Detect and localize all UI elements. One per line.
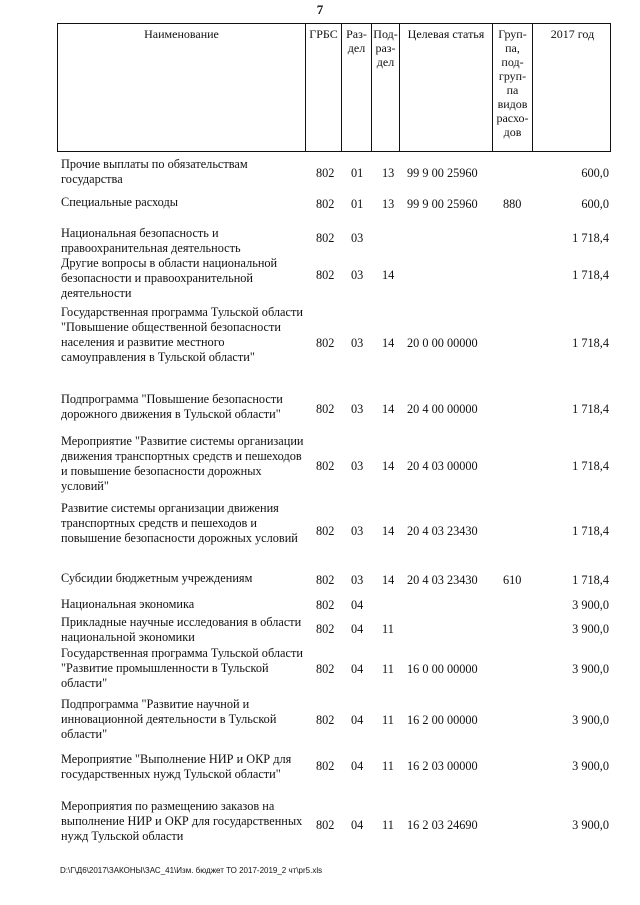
cell-razd: 04 — [351, 598, 364, 612]
cell-razd: 04 — [351, 662, 364, 676]
row-name: Подпрограмма "Развитие научной и инновационной деятельности в Тульской области" — [61, 697, 277, 741]
header-target: Целевая статья — [399, 24, 492, 151]
cell-amt: 1 718,4 — [572, 573, 609, 587]
cell-podr: 11 — [382, 759, 394, 773]
cell-razd: 01 — [351, 197, 364, 211]
cell-razd: 03 — [351, 336, 364, 350]
cell-tsel: 20 0 00 00000 — [407, 336, 478, 350]
cell-razd: 03 — [351, 573, 364, 587]
cell-tsel: 16 2 00 00000 — [407, 713, 478, 727]
cell-podr: 14 — [382, 573, 395, 587]
row-name: Развитие системы организации движения транспортных средств и пешеходов и повышение безопасности дорожных условий — [61, 501, 298, 545]
cell-razd: 03 — [351, 402, 364, 416]
header-name: Наименование — [144, 27, 219, 41]
cell-grbs: 802 — [316, 197, 335, 211]
cell-razd: 03 — [351, 231, 364, 245]
page-number: 7 — [316, 2, 324, 17]
cell-razd: 03 — [351, 524, 364, 538]
cell-podr: 11 — [382, 713, 394, 727]
cell-tsel: 20 4 03 23430 — [407, 573, 478, 587]
row-name: Национальная экономика — [61, 597, 195, 611]
cell-grbs: 802 — [316, 818, 335, 832]
cell-podr: 13 — [382, 197, 395, 211]
row-name: Мероприятие "Выполнение НИР и ОКР для государственных нужд Тульской области" — [61, 752, 292, 781]
cell-grbs: 802 — [316, 573, 335, 587]
cell-amt: 600,0 — [581, 166, 609, 180]
cell-podr: 14 — [382, 268, 395, 282]
cell-podr: 11 — [382, 662, 394, 676]
header-grbs: ГРБС — [305, 24, 341, 151]
file-path: D:\Г\Д6\2017\ЗАКОНЫ\ЗАС_41\Изм. бюджет ТО 2017-2019_2 чт\pr5.xls — [60, 866, 323, 875]
cell-grbs: 802 — [316, 459, 335, 473]
cell-razd: 04 — [351, 818, 364, 832]
cell-amt: 3 900,0 — [572, 622, 609, 636]
row-name: Субсидии бюджетным учреждениям — [61, 571, 253, 585]
row-name: Прикладные научные исследования в области национальной экономики — [61, 615, 302, 644]
cell-tsel: 16 2 03 24690 — [407, 818, 478, 832]
cell-grbs: 802 — [316, 622, 335, 636]
row-name: Другие вопросы в области национальной безопасности и правоохранительной деятельности — [61, 256, 278, 300]
cell-amt: 1 718,4 — [572, 459, 609, 473]
cell-grbs: 802 — [316, 598, 335, 612]
row-name: Специальные расходы — [61, 195, 178, 209]
cell-tsel: 20 4 00 00000 — [407, 402, 478, 416]
cell-razd: 04 — [351, 622, 364, 636]
cell-grbs: 802 — [316, 759, 335, 773]
cell-podr: 14 — [382, 459, 395, 473]
cell-grbs: 802 — [316, 524, 335, 538]
cell-amt: 3 900,0 — [572, 662, 609, 676]
row-name: Мероприятие "Развитие системы организации движения транспортных средств и пешеходов и повышение безопасности дорожных условий" — [61, 434, 304, 493]
cell-grbs: 802 — [316, 166, 335, 180]
table-header — [57, 23, 611, 152]
cell-amt: 3 900,0 — [572, 818, 609, 832]
row-name: Мероприятия по размещению заказов на выполнение НИР и ОКР для государственных нужд Тульской области — [61, 799, 303, 843]
row-name: Государственная программа Тульской области "Повышение общественной безопасности населения и развитие местного самоуправления в Тульской области" — [61, 305, 303, 364]
cell-podr: 14 — [382, 336, 395, 350]
cell-tsel: 16 2 03 00000 — [407, 759, 478, 773]
header-razdel: Раз- дел — [341, 24, 371, 151]
header-podrazdel: Под- раз- дел — [371, 24, 399, 151]
cell-tsel: 99 9 00 25960 — [407, 197, 478, 211]
cell-amt: 3 900,0 — [572, 713, 609, 727]
cell-razd: 03 — [351, 268, 364, 282]
cell-amt: 1 718,4 — [572, 231, 609, 245]
row-name: Государственная программа Тульской области "Развитие промышленности в Тульской области" — [61, 646, 303, 690]
cell-podr: 13 — [382, 166, 395, 180]
cell-grbs: 802 — [316, 662, 335, 676]
cell-podr: 14 — [382, 524, 395, 538]
row-name: Подпрограмма "Повышение безопасности дорожного движения в Тульской области" — [61, 392, 283, 421]
cell-razd: 04 — [351, 759, 364, 773]
cell-razd: 03 — [351, 459, 364, 473]
cell-grbs: 802 — [316, 402, 335, 416]
cell-tsel: 20 4 03 23430 — [407, 524, 478, 538]
header-year: 2017 год — [532, 24, 612, 151]
row-name: Национальная безопасность и правоохранительная деятельность — [61, 226, 241, 255]
cell-grbs: 802 — [316, 268, 335, 282]
cell-podr: 14 — [382, 402, 395, 416]
cell-grp: 880 — [503, 197, 522, 211]
cell-amt: 600,0 — [581, 197, 609, 211]
cell-grbs: 802 — [316, 231, 335, 245]
cell-grbs: 802 — [316, 336, 335, 350]
cell-podr: 11 — [382, 622, 394, 636]
cell-razd: 04 — [351, 713, 364, 727]
cell-amt: 1 718,4 — [572, 336, 609, 350]
cell-grbs: 802 — [316, 713, 335, 727]
row-name: Прочие выплаты по обязательствам государства — [61, 157, 248, 186]
cell-amt: 1 718,4 — [572, 268, 609, 282]
cell-tsel: 20 4 03 00000 — [407, 459, 478, 473]
cell-tsel: 16 0 00 00000 — [407, 662, 478, 676]
cell-grp: 610 — [503, 573, 522, 587]
cell-amt: 1 718,4 — [572, 524, 609, 538]
cell-amt: 1 718,4 — [572, 402, 609, 416]
cell-amt: 3 900,0 — [572, 759, 609, 773]
cell-tsel: 99 9 00 25960 — [407, 166, 478, 180]
cell-razd: 01 — [351, 166, 364, 180]
cell-podr: 11 — [382, 818, 394, 832]
cell-amt: 3 900,0 — [572, 598, 609, 612]
header-group: Груп- па, под- груп- па видов расхо- дов — [492, 24, 532, 151]
